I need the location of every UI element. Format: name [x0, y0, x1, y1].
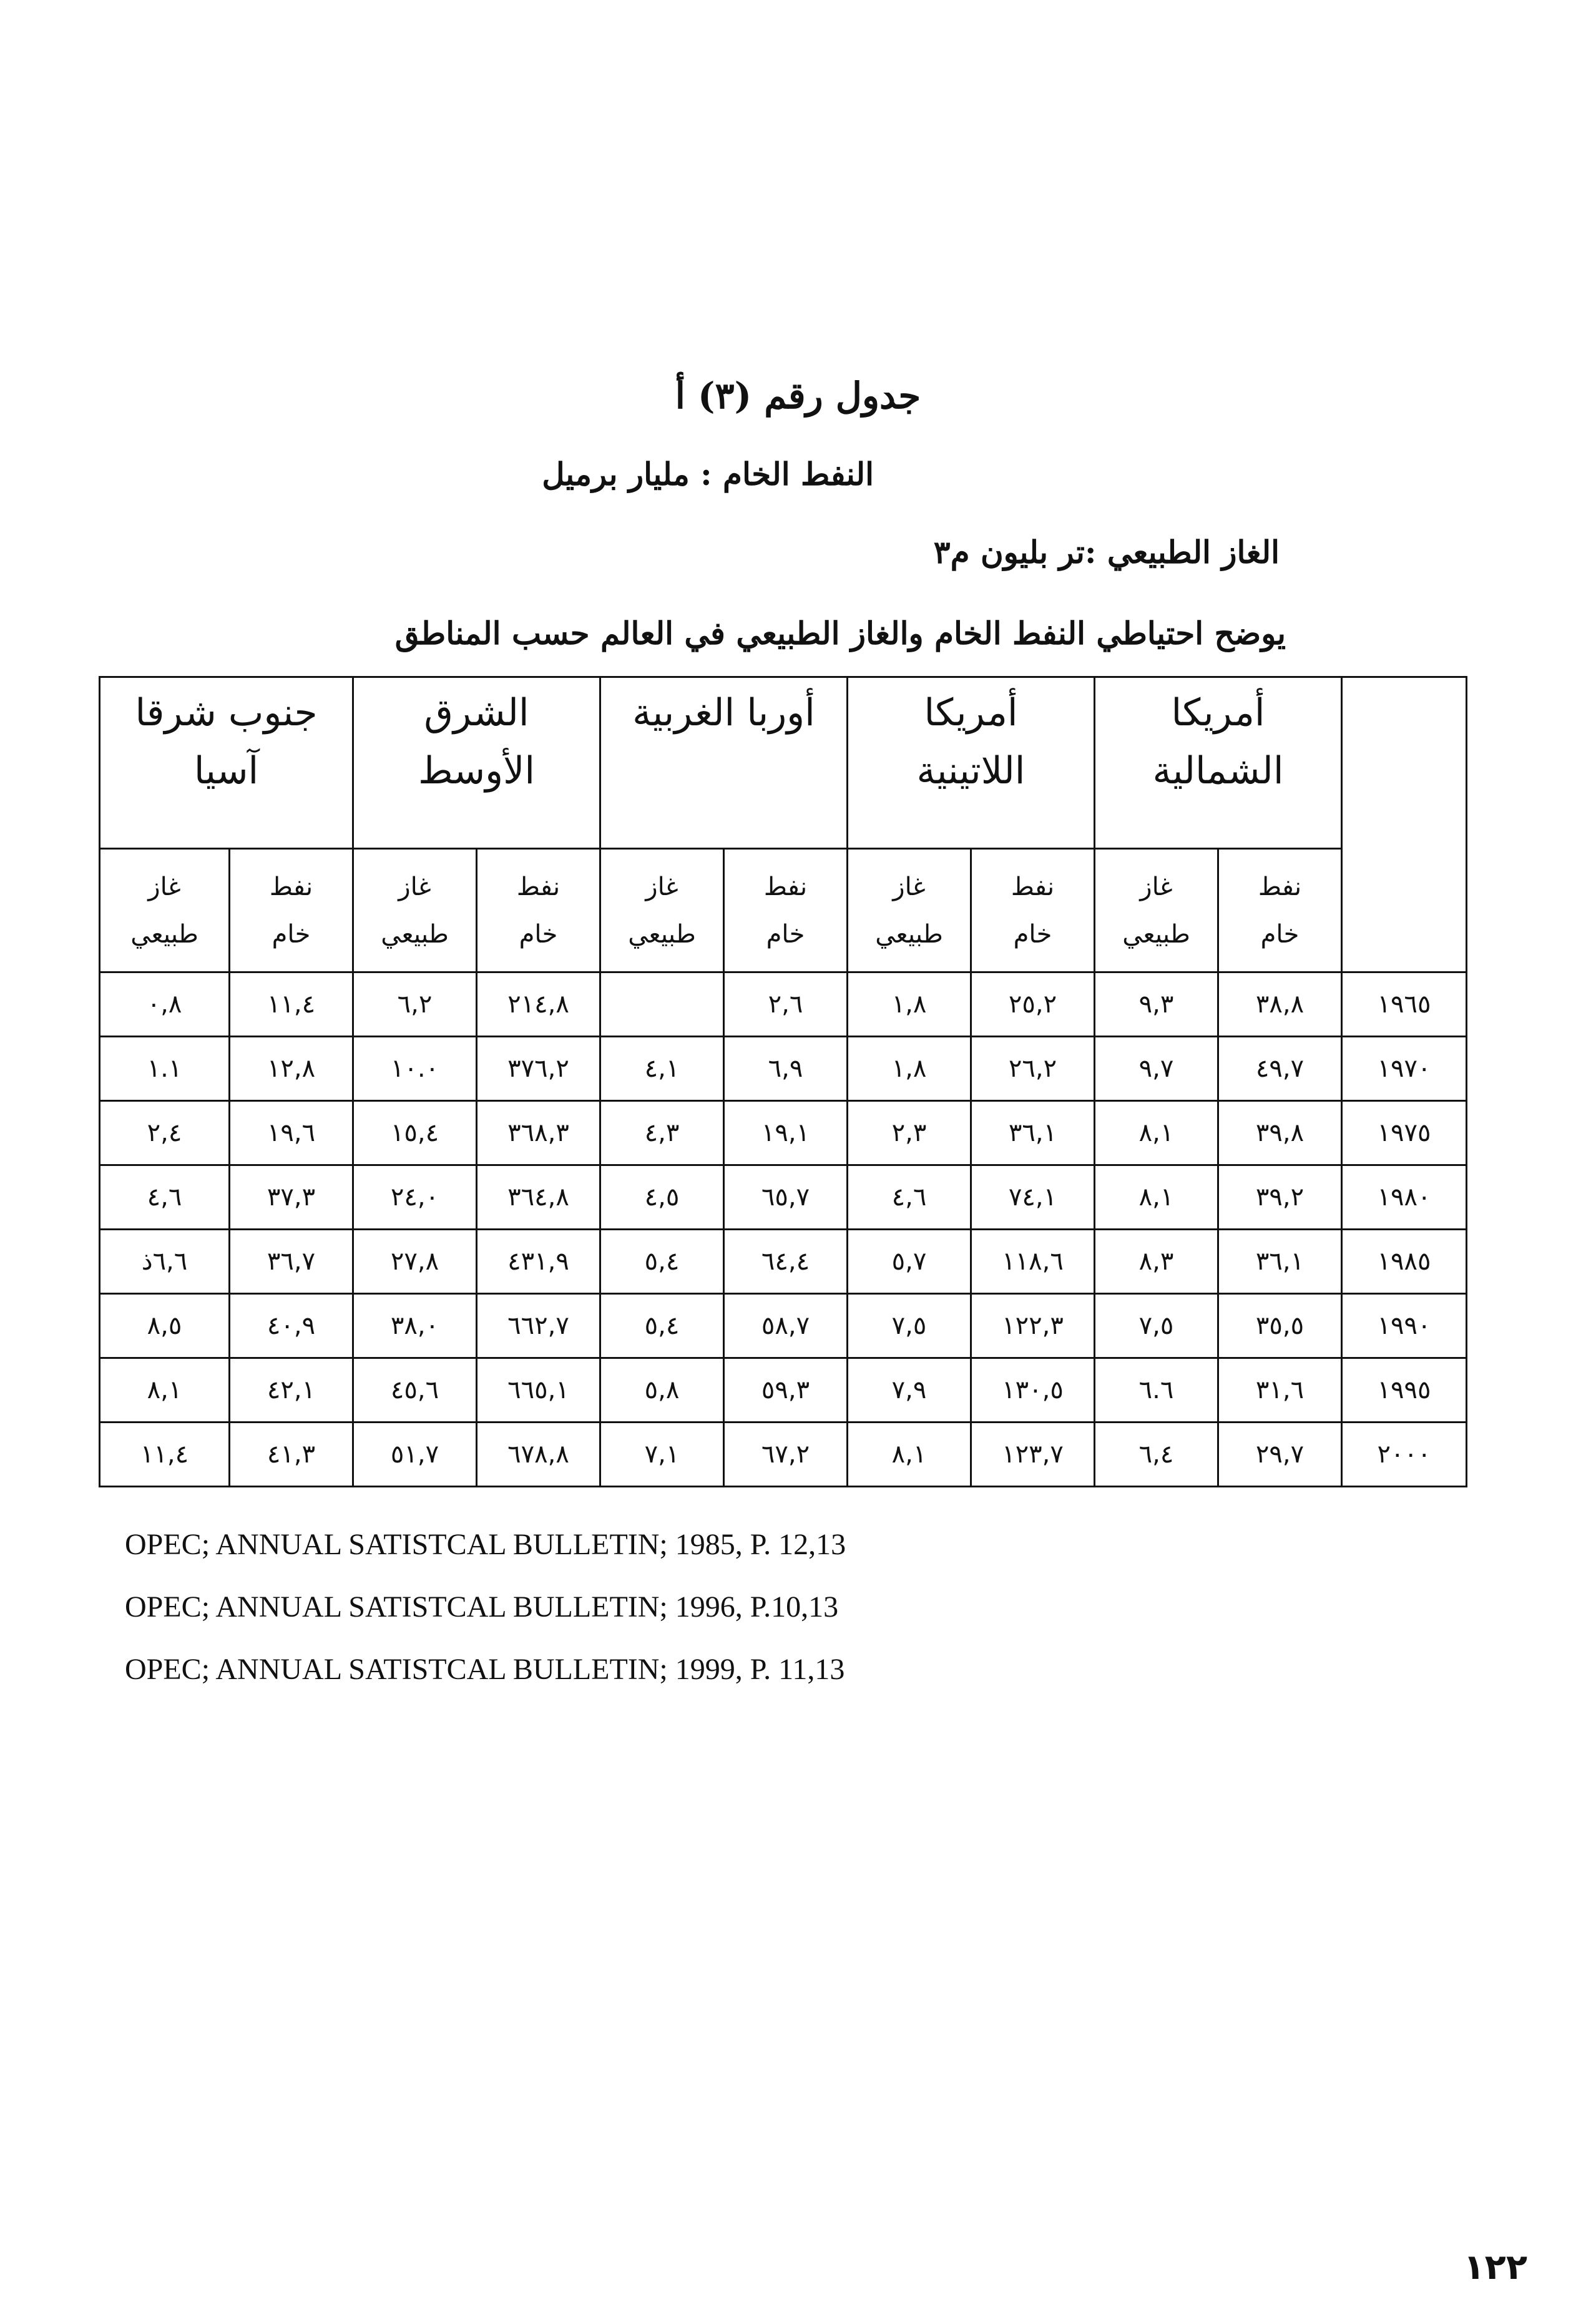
natural-gas-value-cell: ١,٨ [848, 972, 971, 1037]
crude-oil-value-cell: ١٢٣,٧ [971, 1423, 1095, 1487]
natural-gas-value-cell: ٨,١ [1095, 1101, 1218, 1165]
reserves-table-container [99, 676, 1463, 1487]
region-header-latin-america [848, 677, 1095, 849]
natural-gas-value-cell: ٥,٤ [600, 1294, 724, 1358]
sub-header-line2: خام [272, 919, 311, 949]
table-row [100, 972, 1467, 1037]
crude-oil-value-cell: ٢٦,٢ [971, 1037, 1095, 1101]
sub-header-natural-gas [848, 849, 971, 972]
year-cell: ١٩٧٥ [1342, 1101, 1467, 1165]
region-name-line1: أمريكا [924, 691, 1018, 735]
natural-gas-value-cell: ٥,٨ [600, 1358, 724, 1423]
year-cell: ١٩٨٥ [1342, 1230, 1467, 1294]
crude-oil-value-cell: ١٩,١ [724, 1101, 848, 1165]
natural-gas-value-cell: ١.١ [100, 1037, 230, 1101]
natural-gas-value-cell: ٦,٤ [1095, 1423, 1218, 1487]
sub-header-line1: غاز [645, 872, 678, 901]
crude-oil-value-cell: ٤٢,١ [230, 1358, 353, 1423]
crude-oil-value-cell: ٦٧,٢ [724, 1423, 848, 1487]
sub-header-line1: نفط [763, 872, 808, 901]
crude-oil-value-cell: ٤٠,٩ [230, 1294, 353, 1358]
natural-gas-value-cell: ٤,١ [600, 1037, 724, 1101]
natural-gas-value-cell: ٣٨,٠ [353, 1294, 477, 1358]
crude-oil-value-cell: ١٢٢,٣ [971, 1294, 1095, 1358]
sub-header-line1: غاز [1140, 872, 1173, 901]
crude-oil-value-cell: ٤٣١,٩ [477, 1230, 600, 1294]
sub-header-line1: غاز [893, 872, 926, 901]
sub-header-crude-oil [724, 849, 848, 972]
sub-header-line1: نفط [1011, 872, 1055, 901]
natural-gas-value-cell: ٧,٥ [1095, 1294, 1218, 1358]
natural-gas-value-cell: ٩,٣ [1095, 972, 1218, 1037]
region-name-line2: اللاتينية [916, 749, 1026, 793]
region-name-line1: جنوب شرقا [135, 691, 318, 735]
source-line: OPEC; ANNUAL SATISTCAL BULLETIN; 1999, P. 11,13 [125, 1653, 845, 1686]
region-name-line1: أمريكا [1171, 691, 1265, 735]
region-name-line2: الأوسط [418, 749, 536, 793]
natural-gas-value-cell: ٤,٥ [600, 1165, 724, 1230]
natural-gas-value-cell: ٦.٦ [1095, 1358, 1218, 1423]
crude-oil-value-cell: ٦٥,٧ [724, 1165, 848, 1230]
crude-oil-value-cell: ٦,٩ [724, 1037, 848, 1101]
region-header-middle-east [353, 677, 600, 849]
sub-header-line2: طبيعي [628, 919, 696, 949]
crude-oil-value-cell: ٦٦٢,٧ [477, 1294, 600, 1358]
crude-oil-value-cell: ٦٦٥,١ [477, 1358, 600, 1423]
region-header-north-america [1095, 677, 1342, 849]
sub-header-line1: غاز [148, 872, 181, 901]
natural-gas-value-cell: ٢٤,٠ [353, 1165, 477, 1230]
natural-gas-value-cell: ٢,٤ [100, 1101, 230, 1165]
region-header-western-europe [600, 677, 848, 849]
unit-note-gas: الغاز الطبيعي :تر بليون م٣ [933, 534, 1280, 571]
sub-header-line2: خام [1260, 919, 1300, 949]
sub-header-crude-oil [230, 849, 353, 972]
natural-gas-value-cell: ١,٨ [848, 1037, 971, 1101]
sub-header-line2: خام [766, 919, 805, 949]
natural-gas-value-cell: ٦,٦ذ [100, 1230, 230, 1294]
natural-gas-value-cell: ٦,٢ [353, 972, 477, 1037]
year-cell: ١٩٩٥ [1342, 1358, 1467, 1423]
sub-header-crude-oil [971, 849, 1095, 972]
crude-oil-value-cell: ٣٧٦,٢ [477, 1037, 600, 1101]
crude-oil-value-cell: ٣٦,١ [1218, 1230, 1342, 1294]
natural-gas-value-cell: ٠,٨ [100, 972, 230, 1037]
table-row [100, 1358, 1467, 1423]
region-name-line2: الشمالية [1152, 749, 1284, 793]
crude-oil-value-cell: ٣٥,٥ [1218, 1294, 1342, 1358]
sub-header-line1: نفط [269, 872, 313, 901]
natural-gas-value-cell: ٤,٦ [848, 1165, 971, 1230]
unit-note-oil: النفط الخام : مليار برميل [542, 456, 874, 492]
crude-oil-value-cell: ٥٨,٧ [724, 1294, 848, 1358]
table-row [100, 1230, 1467, 1294]
sub-header-crude-oil [477, 849, 600, 972]
source-line: OPEC; ANNUAL SATISTCAL BULLETIN; 1996, P.10,13 [125, 1590, 839, 1624]
sub-header-row [100, 849, 1467, 972]
crude-oil-value-cell: ١١,٤ [230, 972, 353, 1037]
natural-gas-value-cell: ٧,١ [600, 1423, 724, 1487]
sub-header-line1: غاز [398, 872, 431, 901]
natural-gas-value-cell: ٥,٧ [848, 1230, 971, 1294]
crude-oil-value-cell: ٣١,٦ [1218, 1358, 1342, 1423]
region-header-southeast-asia [100, 677, 353, 849]
table-row [100, 1423, 1467, 1487]
source-line: OPEC; ANNUAL SATISTCAL BULLETIN; 1985, P. 12,13 [125, 1528, 846, 1561]
sources-block [125, 1514, 846, 1701]
crude-oil-value-cell: ٣٩,٢ [1218, 1165, 1342, 1230]
crude-oil-value-cell: ٢٩,٧ [1218, 1423, 1342, 1487]
sub-header-line1: نفط [516, 872, 561, 901]
reserves-table [99, 676, 1467, 1487]
natural-gas-value-cell: ٩,٧ [1095, 1037, 1218, 1101]
natural-gas-value-cell: ٨,٣ [1095, 1230, 1218, 1294]
crude-oil-value-cell: ٣٨,٨ [1218, 972, 1342, 1037]
natural-gas-value-cell: ١١,٤ [100, 1423, 230, 1487]
table-row [100, 1101, 1467, 1165]
natural-gas-value-cell: ٨,١ [100, 1358, 230, 1423]
natural-gas-value-cell: ٤٥,٦ [353, 1358, 477, 1423]
natural-gas-value-cell: ٧,٩ [848, 1358, 971, 1423]
sub-header-line1: نفط [1258, 872, 1302, 901]
table-title: جدول رقم (٣) أ [675, 375, 921, 417]
crude-oil-value-cell: ٣٦,١ [971, 1101, 1095, 1165]
natural-gas-value-cell: ٤,٣ [600, 1101, 724, 1165]
region-header-row [100, 677, 1467, 849]
year-header-cell [1342, 677, 1467, 972]
sub-header-line2: طبيعي [1122, 919, 1190, 949]
table-row [100, 1294, 1467, 1358]
table-body [100, 972, 1467, 1487]
natural-gas-value-cell: ٥١,٧ [353, 1423, 477, 1487]
crude-oil-value-cell: ٦٧٨,٨ [477, 1423, 600, 1487]
crude-oil-value-cell: ١١٨,٦ [971, 1230, 1095, 1294]
crude-oil-value-cell: ٣٩,٨ [1218, 1101, 1342, 1165]
sub-header-line2: طبيعي [875, 919, 943, 949]
natural-gas-value-cell: ٨,١ [848, 1423, 971, 1487]
sub-header-natural-gas [353, 849, 477, 972]
natural-gas-value-cell: ٨,٥ [100, 1294, 230, 1358]
natural-gas-value-cell: ١٥,٤ [353, 1101, 477, 1165]
natural-gas-value-cell: ٢٧,٨ [353, 1230, 477, 1294]
page-number: ١٢٢ [1463, 2247, 1527, 2288]
sub-header-natural-gas [1095, 849, 1218, 972]
crude-oil-value-cell: ٤١,٣ [230, 1423, 353, 1487]
year-cell: ٢٠٠٠ [1342, 1423, 1467, 1487]
natural-gas-value-cell [600, 972, 724, 1037]
crude-oil-value-cell: ٧٤,١ [971, 1165, 1095, 1230]
table-row [100, 1037, 1467, 1101]
sub-header-line2: طبيعي [381, 919, 449, 949]
natural-gas-value-cell: ٤,٦ [100, 1165, 230, 1230]
year-cell: ١٩٧٠ [1342, 1037, 1467, 1101]
sub-header-line2: خام [1013, 919, 1052, 949]
crude-oil-value-cell: ٣٧,٣ [230, 1165, 353, 1230]
region-name-line1: الشرق [424, 691, 529, 735]
table-row [100, 1165, 1467, 1230]
natural-gas-value-cell: ٢,٣ [848, 1101, 971, 1165]
crude-oil-value-cell: ٦٤,٤ [724, 1230, 848, 1294]
crude-oil-value-cell: ١٣٠,٥ [971, 1358, 1095, 1423]
crude-oil-value-cell: ٣٦,٧ [230, 1230, 353, 1294]
year-cell: ١٩٨٠ [1342, 1165, 1467, 1230]
table-caption: يوضح احتياطي النفط الخام والغاز الطبيعي في العالم حسب المناطق [394, 615, 1286, 652]
natural-gas-value-cell: ١٠.٠ [353, 1037, 477, 1101]
crude-oil-value-cell: ٢,٦ [724, 972, 848, 1037]
natural-gas-value-cell: ٧,٥ [848, 1294, 971, 1358]
sub-header-natural-gas [100, 849, 230, 972]
crude-oil-value-cell: ٣٦٤,٨ [477, 1165, 600, 1230]
crude-oil-value-cell: ٢١٤,٨ [477, 972, 600, 1037]
crude-oil-value-cell: ١٢,٨ [230, 1037, 353, 1101]
crude-oil-value-cell: ٣٦٨,٣ [477, 1101, 600, 1165]
natural-gas-value-cell: ٥,٤ [600, 1230, 724, 1294]
sub-header-line2: خام [519, 919, 558, 949]
year-cell: ١٩٦٥ [1342, 972, 1467, 1037]
crude-oil-value-cell: ١٩,٦ [230, 1101, 353, 1165]
region-name-line1: أوربا الغربية [632, 691, 815, 735]
sub-header-natural-gas [600, 849, 724, 972]
crude-oil-value-cell: ٤٩,٧ [1218, 1037, 1342, 1101]
sub-header-crude-oil [1218, 849, 1342, 972]
sub-header-line2: طبيعي [130, 919, 198, 949]
crude-oil-value-cell: ٢٥,٢ [971, 972, 1095, 1037]
region-name-line2: آسيا [193, 749, 259, 793]
crude-oil-value-cell: ٥٩,٣ [724, 1358, 848, 1423]
year-cell: ١٩٩٠ [1342, 1294, 1467, 1358]
natural-gas-value-cell: ٨,١ [1095, 1165, 1218, 1230]
